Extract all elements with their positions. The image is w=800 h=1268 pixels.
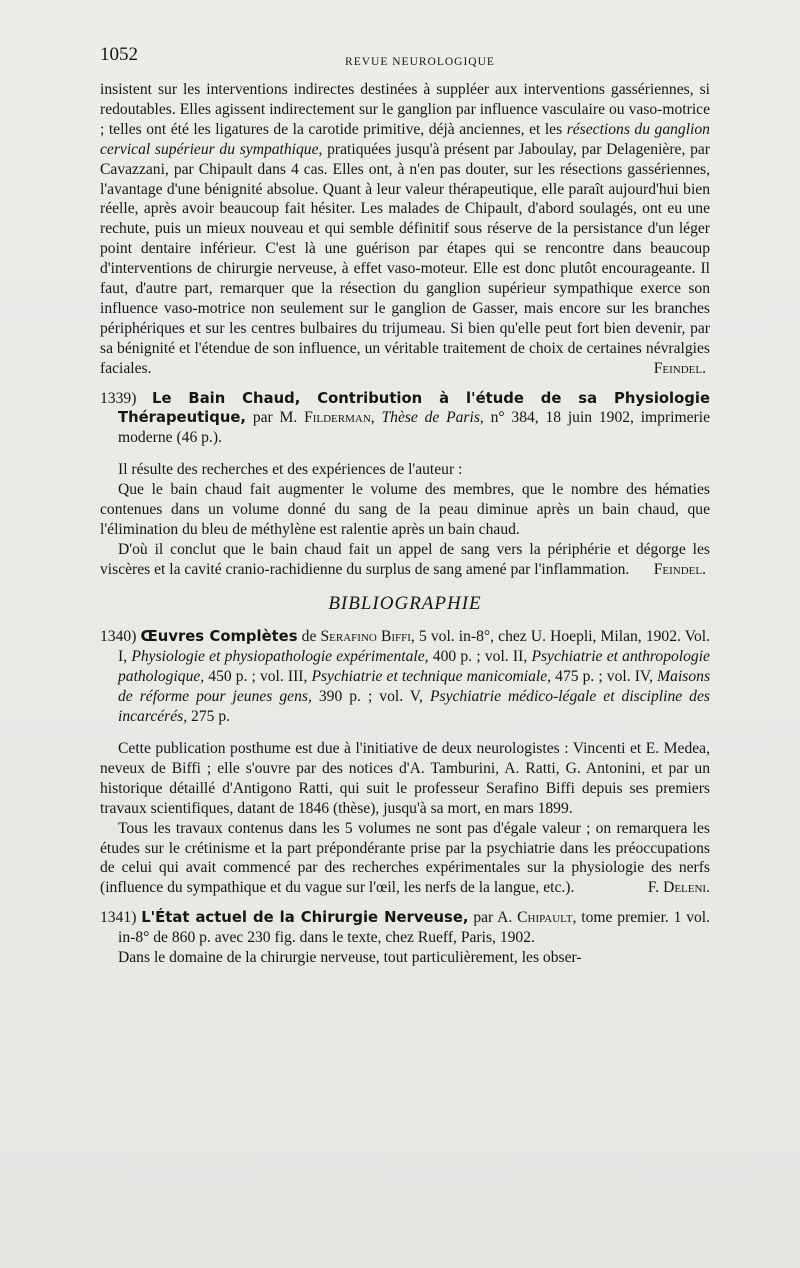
running-header <box>100 40 700 70</box>
entry-title: L'État actuel de la Chirurgie Nerveuse, <box>141 909 469 927</box>
paragraph: Dans le domaine de la chirurgie nerveuse, tout particulièrement, les obser- <box>118 949 582 967</box>
paragraph: Que le bain chaud fait augmenter le volume des membres, que le nombre des hématies contenues dans un volume donné du sang de la peau diminue après un bain chaud, que l'élimination du bleu de méthylène est ralentie après un bain chaud. <box>100 481 710 538</box>
paragraph: Il résulte des recherches et des expériences de l'auteur : <box>118 461 463 479</box>
entry-number: 1341) <box>100 909 137 927</box>
signature-feindel-2: Feindel. <box>653 560 706 578</box>
journal-title: REVUE NEUROLOGIQUE <box>345 56 495 68</box>
italic-phrase: résections du ganglion cervical supérieur du sympathique <box>100 120 710 158</box>
entry-title: Le Bain Chaud, Contribution à l'étude de sa Physiologie Thérapeutique, <box>118 389 710 427</box>
entry-title: Œuvres Complètes <box>140 628 298 646</box>
entry-author: Filderman, <box>304 409 375 427</box>
paragraph: Tous les travaux contenus dans les 5 volumes ne sont pas d'égale valeur ; on remarquera les études sur le crétinisme et la part prépondérante prise par la psychiatrie dans les préoccupations de celui qui avait commencé par des recherches expérimentales sur la physiologie des nerfs (influence du sympathique et du vague sur l'œil, les nerfs de la langue, etc.). F. Deleni. <box>100 819 710 897</box>
entry-number: 1340) <box>100 628 137 646</box>
entry-1339: 1339) Le Bain Chaud, Contribution à l'étude de sa Physiologie Thérapeutique, par M. Filderman, Thèse de Paris, n° 384, 18 juin 1902, imprimerie moderne (46 p.). <box>100 389 710 447</box>
entry-details: tome premier. 1 vol. in-8° de 860 p. avec 230 fig. dans le texte, chez Rueff, Paris, 1902. <box>118 909 711 947</box>
review-paragraph: insistent sur les interventions indirectes destinées à suppléer aux interventions gassériennes, si redoutables. Elles agissent indirectement sur le ganglion par influence vasculaire ou vaso-motrice ; telles ont été les ligatures de la carotide primitive, déjà anciennes, et les résections du ganglion cervical supérieur du sympathique, pratiquées jusqu'à présent par Jaboulay, par Delagenière, par Cavazzani, par Chipault dans 4 cas. Elles ont, à n'en pas douter, sur les résections gassériennes, l'avantage d'une bénignité absolue. Quant à leur valeur thérapeutique, elle paraît aujourd'hui bien réelle, après avoir beaucoup fait hésiter. Les malades de Chipault, d'abord soulagés, ont eu une rechute, puis un mieux nouveau et qui semble définitif sous réserve de la persistance d'un léger point dentaire inférieur. C'est là une guérison par étapes qui se rencontre dans beaucoup d'interventions de chirurgie nerveuse, à effet vaso-moteur. Elle est donc plutôt encourageante. Il faut, d'autre part, remarquer que la résection du ganglion supérieur sympathique exerce son influence vaso-motrice non seulement sur le ganglion de Gasser, mais encore sur les branches périphériques et sur les centres bulbaires du trijumeau. Si bien qu'elle peut fort bien devenir, par sa bénignité et l'étendue de son influence, un véritable traitement de choix de certaines névralgies faciales. <box>100 81 710 377</box>
entry-number: 1339) <box>100 389 137 407</box>
signature-deleni: F. Deleni. <box>647 879 710 897</box>
entry-author: Serafino Biffi, <box>320 628 415 646</box>
signature-feindel-1: Feindel. <box>653 359 706 377</box>
paragraph: D'où il conclut que le bain chaud fait un appel de sang vers la périphérie et dégorge les viscères et la cavité cranio-rachidienne du surplus de sang amené par l'inflammation. <box>100 540 710 578</box>
page-number: 1052 <box>100 44 138 65</box>
entry-details: n° 384, 18 juin 1902, imprimerie moderne (46 p.). <box>118 409 710 447</box>
entry-1340: 1340) Œuvres Complètes de Serafino Biffi, 5 vol. in-8°, chez U. Hoepli, Milan, 1902. Vol. I, Physiologie et physiopathologie expérimentale, 400 p. ; vol. II, Psychiatrie et anthropologie pathologique, 450 p. ; vol. III, Psychiatrie et technique manicomiale, 475 p. ; vol. IV, Maisons de réforme pour jeunes gens, 390 p. ; vol. V, Psychiatrie médico-légale et discipline des incarcérés, 275 p. <box>100 628 711 726</box>
entry-author: Chipault, <box>517 909 577 927</box>
entry-1341: 1341) L'État actuel de la Chirurgie Nerveuse, par A. Chipault, tome premier. 1 vol. in-8° de 860 p. avec 230 fig. dans le texte, chez Rueff, Paris, 1902. <box>100 909 711 947</box>
article-body <box>100 80 710 968</box>
entry-source: Thèse de Paris, <box>381 409 484 427</box>
section-heading: BIBLIOGRAPHIE <box>328 592 482 614</box>
paragraph: Cette publication posthume est due à l'initiative de deux neurologistes : Vincenti et E. Medea, neveux de Biffi ; elle s'ouvre par des notices d'A. Tamburini, A. Ratti, G. Antonini, et par un historique détaillé d'Antigono Ratti, qui suit le professeur Serafino Biffi depuis ses premiers travaux scientifiques, datant de 1846 (thèse), jusqu'à sa mort, en mars 1899. <box>100 740 710 817</box>
